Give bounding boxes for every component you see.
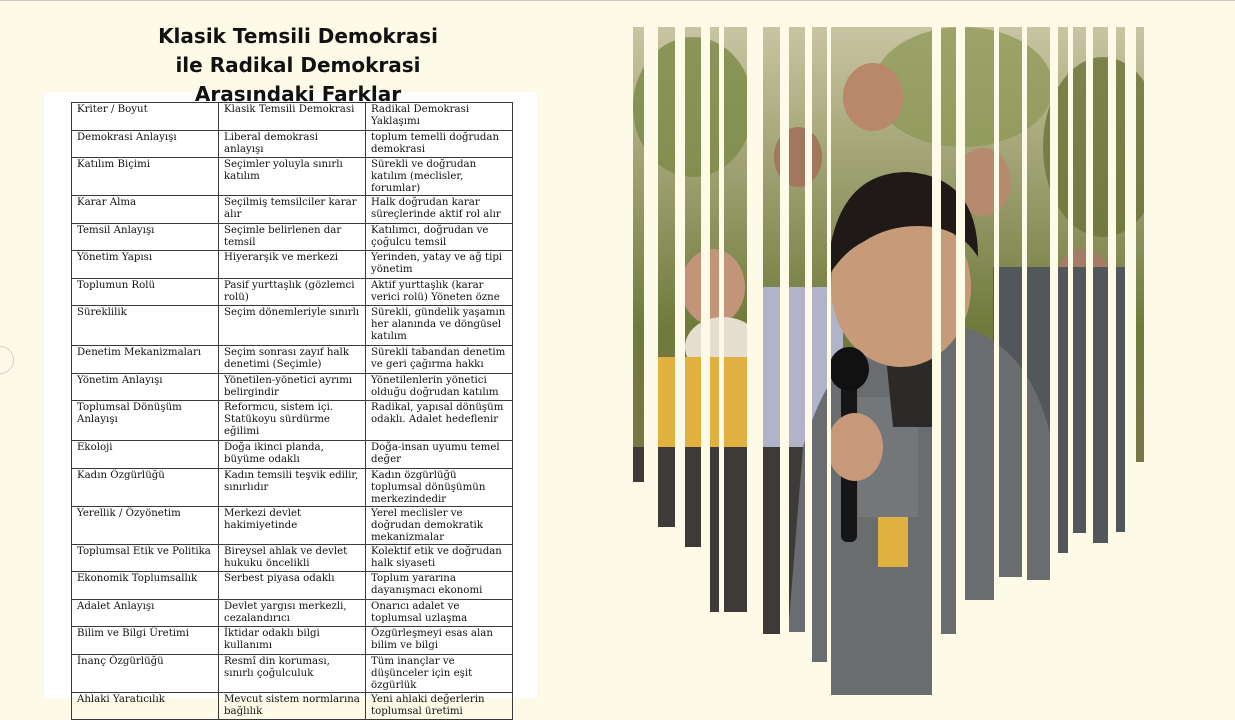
cell-radical: Sürekli ve doğrudan katılım (meclisler, forumlar): [366, 158, 513, 196]
cell-criterion: Yönetim Anlayışı: [72, 373, 219, 401]
cell-criterion: Karar Alma: [72, 196, 219, 224]
header-criterion: Kriter / Boyut: [72, 103, 219, 131]
cell-radical: Kadın özgürlüğü toplumsal dönüşümün merkezindedir: [366, 468, 513, 506]
table-row: [72, 306, 513, 346]
cell-classic: Merkezi devlet hakimiyetinde: [219, 506, 366, 544]
cell-criterion: İnanç Özgürlüğü: [72, 654, 219, 692]
cell-radical: Yerinden, yatay ve ağ tipi yönetim: [366, 251, 513, 279]
table-row: [72, 158, 513, 196]
cell-classic: Seçilmiş temsilciler karar alır: [219, 196, 366, 224]
cell-criterion: Denetim Mekanizmaları: [72, 346, 219, 374]
cell-criterion: Ekonomik Toplumsallık: [72, 572, 219, 600]
cell-criterion: Toplumun Rolü: [72, 278, 219, 306]
table-row: [72, 506, 513, 544]
cell-classic: Bireysel ahlak ve devlet hukuku öncelikli: [219, 544, 366, 572]
cell-criterion: Adalet Anlayışı: [72, 599, 219, 627]
cell-criterion: Yerellik / Özyönetim: [72, 506, 219, 544]
table-row: [72, 196, 513, 224]
cell-classic: Yönetilen-yönetici ayrımı belirgindir: [219, 373, 366, 401]
table-row: [72, 654, 513, 692]
cell-radical: Aktif yurttaşlık (karar verici rolü) Yöneten özne: [366, 278, 513, 306]
cell-classic: Seçimle belirlenen dar temsil: [219, 223, 366, 251]
cell-classic: Devlet yargısı merkezli, cezalandırıcı: [219, 599, 366, 627]
cell-classic: Kadın temsili teşvik edilir, sınırlıdır: [219, 468, 366, 506]
boy-with-microphone-photo: [633, 27, 1145, 695]
cell-radical: Halk doğrudan karar süreçlerinde aktif rol alır: [366, 196, 513, 224]
cell-criterion: Süreklilik: [72, 306, 219, 346]
table-row: [72, 627, 513, 655]
cell-criterion: Toplumsal Etik ve Politika: [72, 544, 219, 572]
cell-radical: Sürekli tabandan denetim ve geri çağırma hakkı: [366, 346, 513, 374]
table-row: [72, 441, 513, 469]
cell-classic: Seçim dönemleriyle sınırlı: [219, 306, 366, 346]
cell-radical: toplum temelli doğrudan demokrasi: [366, 130, 513, 158]
cell-classic: Seçim sonrası zayıf halk denetimi (Seçimle): [219, 346, 366, 374]
cell-radical: Özgürleşmeyi esas alan bilim ve bilgi: [366, 627, 513, 655]
cell-radical: Kolektif etik ve doğrudan halk siyaseti: [366, 544, 513, 572]
table-row: [72, 692, 513, 720]
cell-classic: Doğa ikinci planda, büyüme odaklı: [219, 441, 366, 469]
table-row: [72, 401, 513, 441]
cell-radical: Radikal, yapısal dönüşüm odaklı. Adalet hedeflenir: [366, 401, 513, 441]
cell-classic: Pasif yurttaşlık (gözlemci rolü): [219, 278, 366, 306]
cell-criterion: Yönetim Yapısı: [72, 251, 219, 279]
cell-criterion: Toplumsal Dönüşüm Anlayışı: [72, 401, 219, 441]
cell-criterion: Demokrasi Anlayışı: [72, 130, 219, 158]
header-classic: Klasik Temsili Demokrasi: [219, 103, 366, 131]
top-rule: [0, 0, 1235, 1]
header-radical: Radikal Demokrasi Yaklaşımı: [366, 103, 513, 131]
cell-classic: İktidar odaklı bilgi kullanımı: [219, 627, 366, 655]
cell-radical: Katılımcı, doğrudan ve çoğulcu temsil: [366, 223, 513, 251]
page-title: Klasik Temsili Demokrasi ile Radikal Demokrasi Arasındaki Farklar: [158, 24, 438, 106]
cell-radical: Sürekli, gündelik yaşamın her alanında ve döngüsel katılım: [366, 306, 513, 346]
table-row: [72, 468, 513, 506]
cell-radical: Tüm inançlar ve düşünceler için eşit özgürlük: [366, 654, 513, 692]
cell-classic: Seçimler yoluyla sınırlı katılım: [219, 158, 366, 196]
cell-criterion: Temsil Anlayışı: [72, 223, 219, 251]
cell-classic: Hiyerarşik ve merkezi: [219, 251, 366, 279]
table-row: [72, 373, 513, 401]
cell-classic: Serbest piyasa odaklı: [219, 572, 366, 600]
table-row: [72, 278, 513, 306]
cell-radical: Yeni ahlaki değerlerin toplumsal üretimi: [366, 692, 513, 720]
cell-radical: Toplum yararına dayanışmacı ekonomi: [366, 572, 513, 600]
cell-radical: Yerel meclisler ve doğrudan demokratik mekanizmalar: [366, 506, 513, 544]
cell-criterion: Katılım Biçimi: [72, 158, 219, 196]
cell-criterion: Ahlaki Yaratıcılık: [72, 692, 219, 720]
table-row: [72, 544, 513, 572]
cell-criterion: Kadın Özgürlüğü: [72, 468, 219, 506]
cell-classic: Resmî din koruması, sınırlı çoğulculuk: [219, 654, 366, 692]
table-row: [72, 346, 513, 374]
table-body: [72, 103, 513, 720]
cell-classic: Liberal demokrasi anlayışı: [219, 130, 366, 158]
comparison-table: [71, 102, 513, 720]
table-row: [72, 223, 513, 251]
cell-criterion: Ekoloji: [72, 441, 219, 469]
table-row: [72, 251, 513, 279]
table-row: [72, 130, 513, 158]
cell-classic: Reformcu, sistem içi. Statükoyu sürdürme eğilimi: [219, 401, 366, 441]
table-row: [72, 572, 513, 600]
table-row: [72, 599, 513, 627]
cell-radical: Onarıcı adalet ve toplumsal uzlaşma: [366, 599, 513, 627]
scroll-handle[interactable]: [0, 346, 14, 374]
cell-classic: Mevcut sistem normlarına bağlılık: [219, 692, 366, 720]
cell-criterion: Bilim ve Bilgi Üretimi: [72, 627, 219, 655]
cell-radical: Yönetilenlerin yönetici olduğu doğrudan katılım: [366, 373, 513, 401]
cell-radical: Doğa-insan uyumu temel değer: [366, 441, 513, 469]
photo-collage: [633, 27, 1145, 695]
